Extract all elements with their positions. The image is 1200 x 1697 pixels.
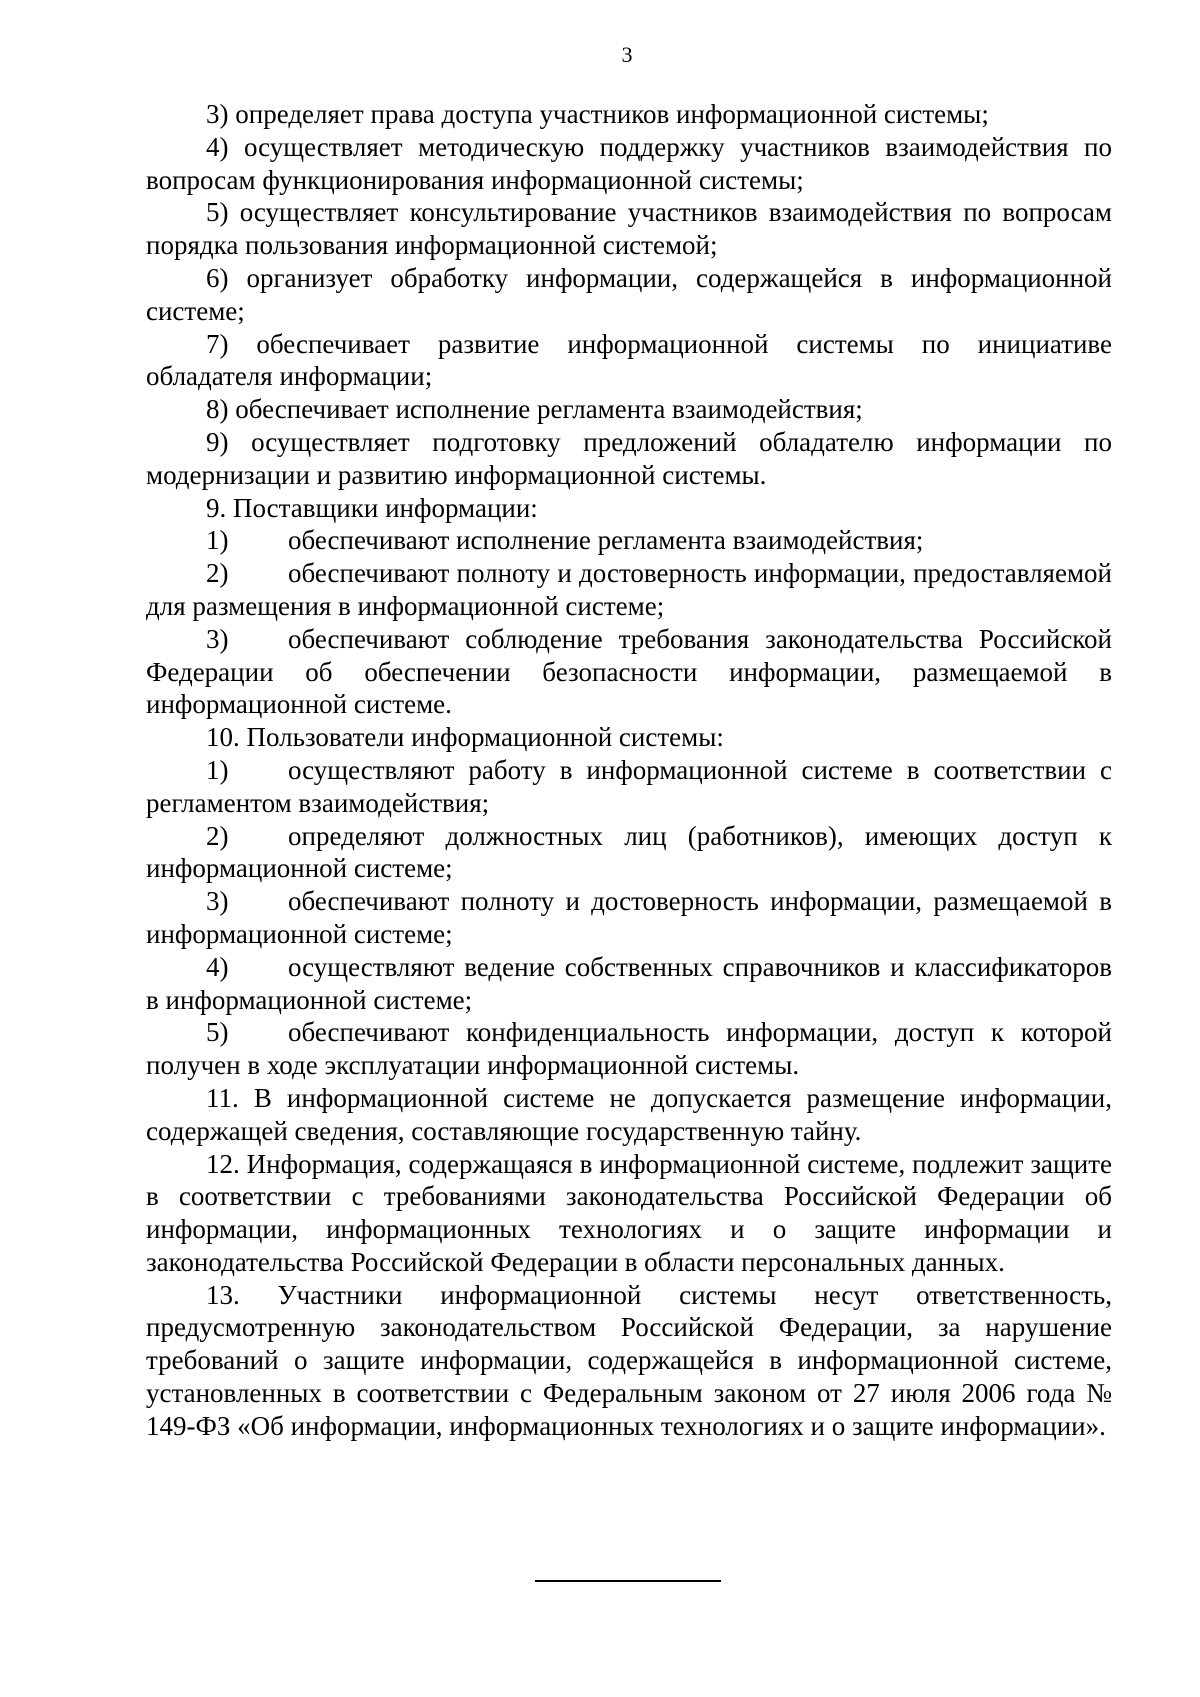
list-item-text: обеспечивают конфиденциальность информации, доступ к которой получен в ходе эксплуатации информационной системы. bbox=[146, 1017, 1112, 1081]
paragraph: 9) осуществляет подготовку предложений обладателю информации по модернизации и развитию информационной системы. bbox=[146, 426, 1112, 490]
list-item bbox=[146, 623, 1112, 721]
page-number: 3 bbox=[621, 42, 633, 67]
list-item bbox=[146, 885, 1112, 951]
list-item-number: 3) bbox=[206, 623, 229, 654]
section-heading: 10. Пользователи информационной системы: bbox=[206, 722, 724, 753]
document-body bbox=[146, 98, 1112, 1443]
list-item-text: осуществляют работу в информационной системе в соответствии с регламентом взаимодействия; bbox=[146, 754, 1112, 818]
paragraph: 11. В информационной системе не допускается размещение информации, содержащей сведения, составляющие государственную тайну. bbox=[146, 1082, 1112, 1146]
paragraph: 13. Участники информационной системы несут ответственность, предусмотренную законодательством Российской Федерации, за нарушение требований о защите информации, содержащейся в информационной системе, установленных в соответствии с Федеральным законом от 27 июля 2006 года № 149-ФЗ «Об информации, информационных технологиях и о защите информации». bbox=[146, 1279, 1112, 1441]
list-item-text: определяют должностных лиц (работников), имеющих доступ к информационной системе; bbox=[146, 820, 1112, 884]
list-item bbox=[146, 524, 1112, 557]
paragraph: 6) организует обработку информации, содержащейся в информационной системе; bbox=[146, 262, 1112, 326]
list-item-text: обеспечивают полноту и достоверность информации, размещаемой в информационной системе; bbox=[146, 886, 1112, 949]
paragraph: 4) осуществляет методическую поддержку участников взаимодействия по вопросам функционирования информационной системы; bbox=[146, 131, 1112, 195]
list-item-text: обеспечивают соблюдение требования законодательства Российской Федерации об обеспечении безопасности информации, размещаемой в информационной системе. bbox=[146, 623, 1112, 720]
paragraph: 5) осуществляет консультирование участников взаимодействия по вопросам порядка пользования информационной системой; bbox=[146, 197, 1112, 261]
list-item bbox=[146, 754, 1112, 820]
list-item bbox=[146, 1016, 1112, 1082]
paragraph: 3) определяет права доступа участников информационной системы; bbox=[206, 99, 989, 129]
section-heading: 9. Поставщики информации: bbox=[206, 492, 538, 523]
list-item-number: 1) bbox=[206, 754, 229, 785]
list-item-text: обеспечивают полноту и достоверность информации, предоставляемой для размещения в информационной системе; bbox=[146, 558, 1112, 621]
list-item-text: обеспечивают исполнение регламента взаимодействия; bbox=[288, 525, 924, 556]
paragraph: 7) обеспечивает развитие информационной системы по инициативе обладателя информации; bbox=[146, 328, 1112, 392]
list-item bbox=[146, 557, 1112, 623]
list-item bbox=[146, 951, 1112, 1017]
list-item-number: 5) bbox=[206, 1017, 229, 1048]
end-of-document-rule bbox=[535, 1580, 721, 1582]
list-item-number: 3) bbox=[206, 886, 229, 917]
list-item-number: 4) bbox=[206, 951, 229, 982]
list-item-text: осуществляют ведение собственных справочников и классификаторов в информационной системе; bbox=[146, 951, 1112, 1015]
paragraph: 8) обеспечивает исполнение регламента взаимодействия; bbox=[206, 394, 863, 425]
list-item bbox=[146, 820, 1112, 886]
list-item-number: 1) bbox=[206, 525, 229, 556]
list-item-number: 2) bbox=[206, 820, 229, 851]
list-item-number: 2) bbox=[206, 558, 229, 589]
paragraph: 12. Информация, содержащаяся в информационной системе, подлежит защите в соответствии с требованиями законодательства Российской Федерации об информации, информационных технологиях и о защите информации и законодательства Российской Федерации в области персональных данных. bbox=[146, 1148, 1112, 1277]
